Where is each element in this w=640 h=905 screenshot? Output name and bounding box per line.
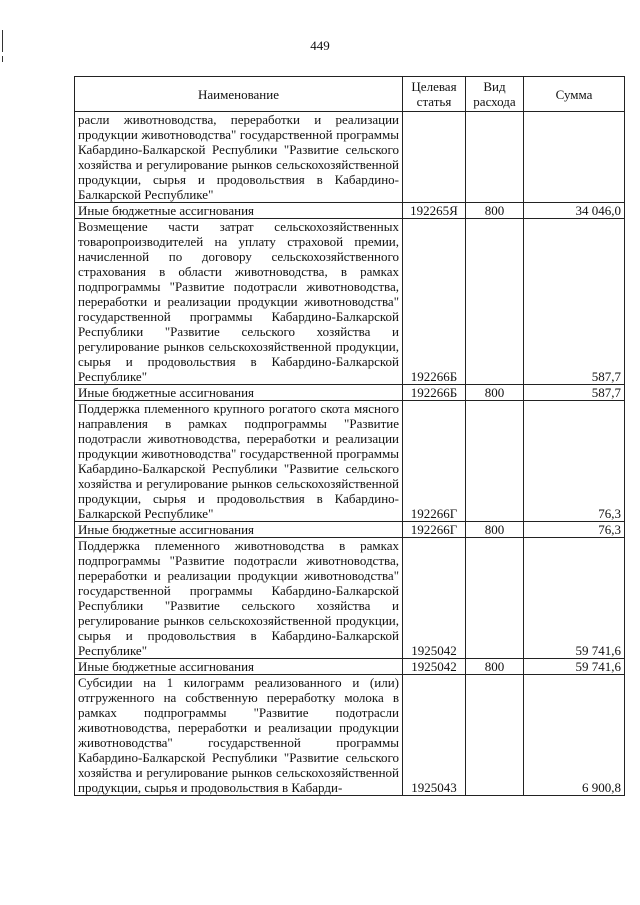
table-row	[75, 538, 625, 659]
row-code: 192265Я	[403, 203, 466, 219]
row-name: Иные бюджетные ассигнования	[75, 203, 403, 219]
table-row	[75, 401, 625, 522]
row-code: 192266Г	[403, 401, 466, 522]
row-code	[403, 112, 466, 203]
row-sum: 6 900,8	[524, 675, 625, 796]
header-name: Наименование	[75, 77, 403, 112]
row-kind: 800	[466, 659, 524, 675]
row-kind	[466, 675, 524, 796]
row-kind	[466, 112, 524, 203]
row-code: 192266Г	[403, 522, 466, 538]
header-kind: Вид расхода	[466, 77, 524, 112]
row-sum: 76,3	[524, 401, 625, 522]
row-kind	[466, 538, 524, 659]
row-name: Поддержка племенного крупного рогатого скота мясного направления в рамках подпрограммы "Развитие подотрасли животноводства, переработки и реализации продукции животноводства" государственной программы Кабардино-Балкарской Республики "Развитие сельского хозяйства и регулирование рынков сельскохозяйственной продукции, сырья и продовольствия в Кабардино-Балкарской Республике"	[75, 401, 403, 522]
table-row	[75, 385, 625, 401]
row-code: 1925042	[403, 538, 466, 659]
row-code: 192266Б	[403, 385, 466, 401]
row-sum: 587,7	[524, 219, 625, 385]
table-row	[75, 675, 625, 796]
row-kind	[466, 219, 524, 385]
table-row	[75, 203, 625, 219]
row-code: 1925043	[403, 675, 466, 796]
row-sum: 76,3	[524, 522, 625, 538]
row-kind: 800	[466, 203, 524, 219]
table-header-row	[75, 77, 625, 112]
row-name: Субсидии на 1 килограмм реализованного и (или) отгруженного на собственную переработку молока в рамках подпрограммы "Развитие подотрасли животноводства, переработки и реализации продукции животноводства" государственной программы Кабардино-Балкарской Республики "Развитие сельского хозяйства и регулирование рынков сельскохозяйственной продукции, сырья и продовольствия в Кабарди-	[75, 675, 403, 796]
row-name: Возмещение части затрат сельскохозяйственных товаропроизводителей на уплату страховой премии, начисленной по договору сельскохозяйственного страхования в области животноводства, в рамках подпрограммы "Развитие подотрасли животноводства, переработки и реализации продукции животноводства" государственной программы Кабардино-Балкарской Республики "Развитие сельского хозяйства и регулирование рынков сельскохозяйственной продукции, сырья и продовольствия в Кабардино-Балкарской Республике"	[75, 219, 403, 385]
row-name: Поддержка племенного животноводства в рамках подпрограммы "Развитие подотрасли животноводства, переработки и реализации продукции животноводства" государственной программы Кабардино-Балкарской Республики "Развитие сельского хозяйства и регулирование рынков сельскохозяйственной продукции, сырья и продовольствия в Кабардино-Балкарской Республике"	[75, 538, 403, 659]
table-row	[75, 522, 625, 538]
row-kind: 800	[466, 385, 524, 401]
header-sum: Сумма	[524, 77, 625, 112]
row-sum: 59 741,6	[524, 538, 625, 659]
margin-mark	[2, 56, 3, 62]
row-kind: 800	[466, 522, 524, 538]
row-sum: 59 741,6	[524, 659, 625, 675]
row-name: Иные бюджетные ассигнования	[75, 522, 403, 538]
row-sum: 587,7	[524, 385, 625, 401]
row-code: 192266Б	[403, 219, 466, 385]
page-number: 449	[310, 38, 330, 53]
table-row	[75, 112, 625, 203]
row-name: Иные бюджетные ассигнования	[75, 659, 403, 675]
row-name: расли животноводства, переработки и реализации продукции животноводства" государственной программы Кабардино-Балкарской Республики "Развитие сельского хозяйства и регулирование рынков сельскохозяйственной продукции, сырья и продовольствия в Кабардино-Балкарской Республике"	[75, 112, 403, 203]
budget-table	[74, 76, 625, 796]
table-row	[75, 659, 625, 675]
table-row	[75, 219, 625, 385]
row-sum	[524, 112, 625, 203]
row-code: 1925042	[403, 659, 466, 675]
row-name: Иные бюджетные ассигнования	[75, 385, 403, 401]
margin-mark	[2, 30, 3, 52]
row-sum: 34 046,0	[524, 203, 625, 219]
header-code: Целевая статья	[403, 77, 466, 112]
row-kind	[466, 401, 524, 522]
